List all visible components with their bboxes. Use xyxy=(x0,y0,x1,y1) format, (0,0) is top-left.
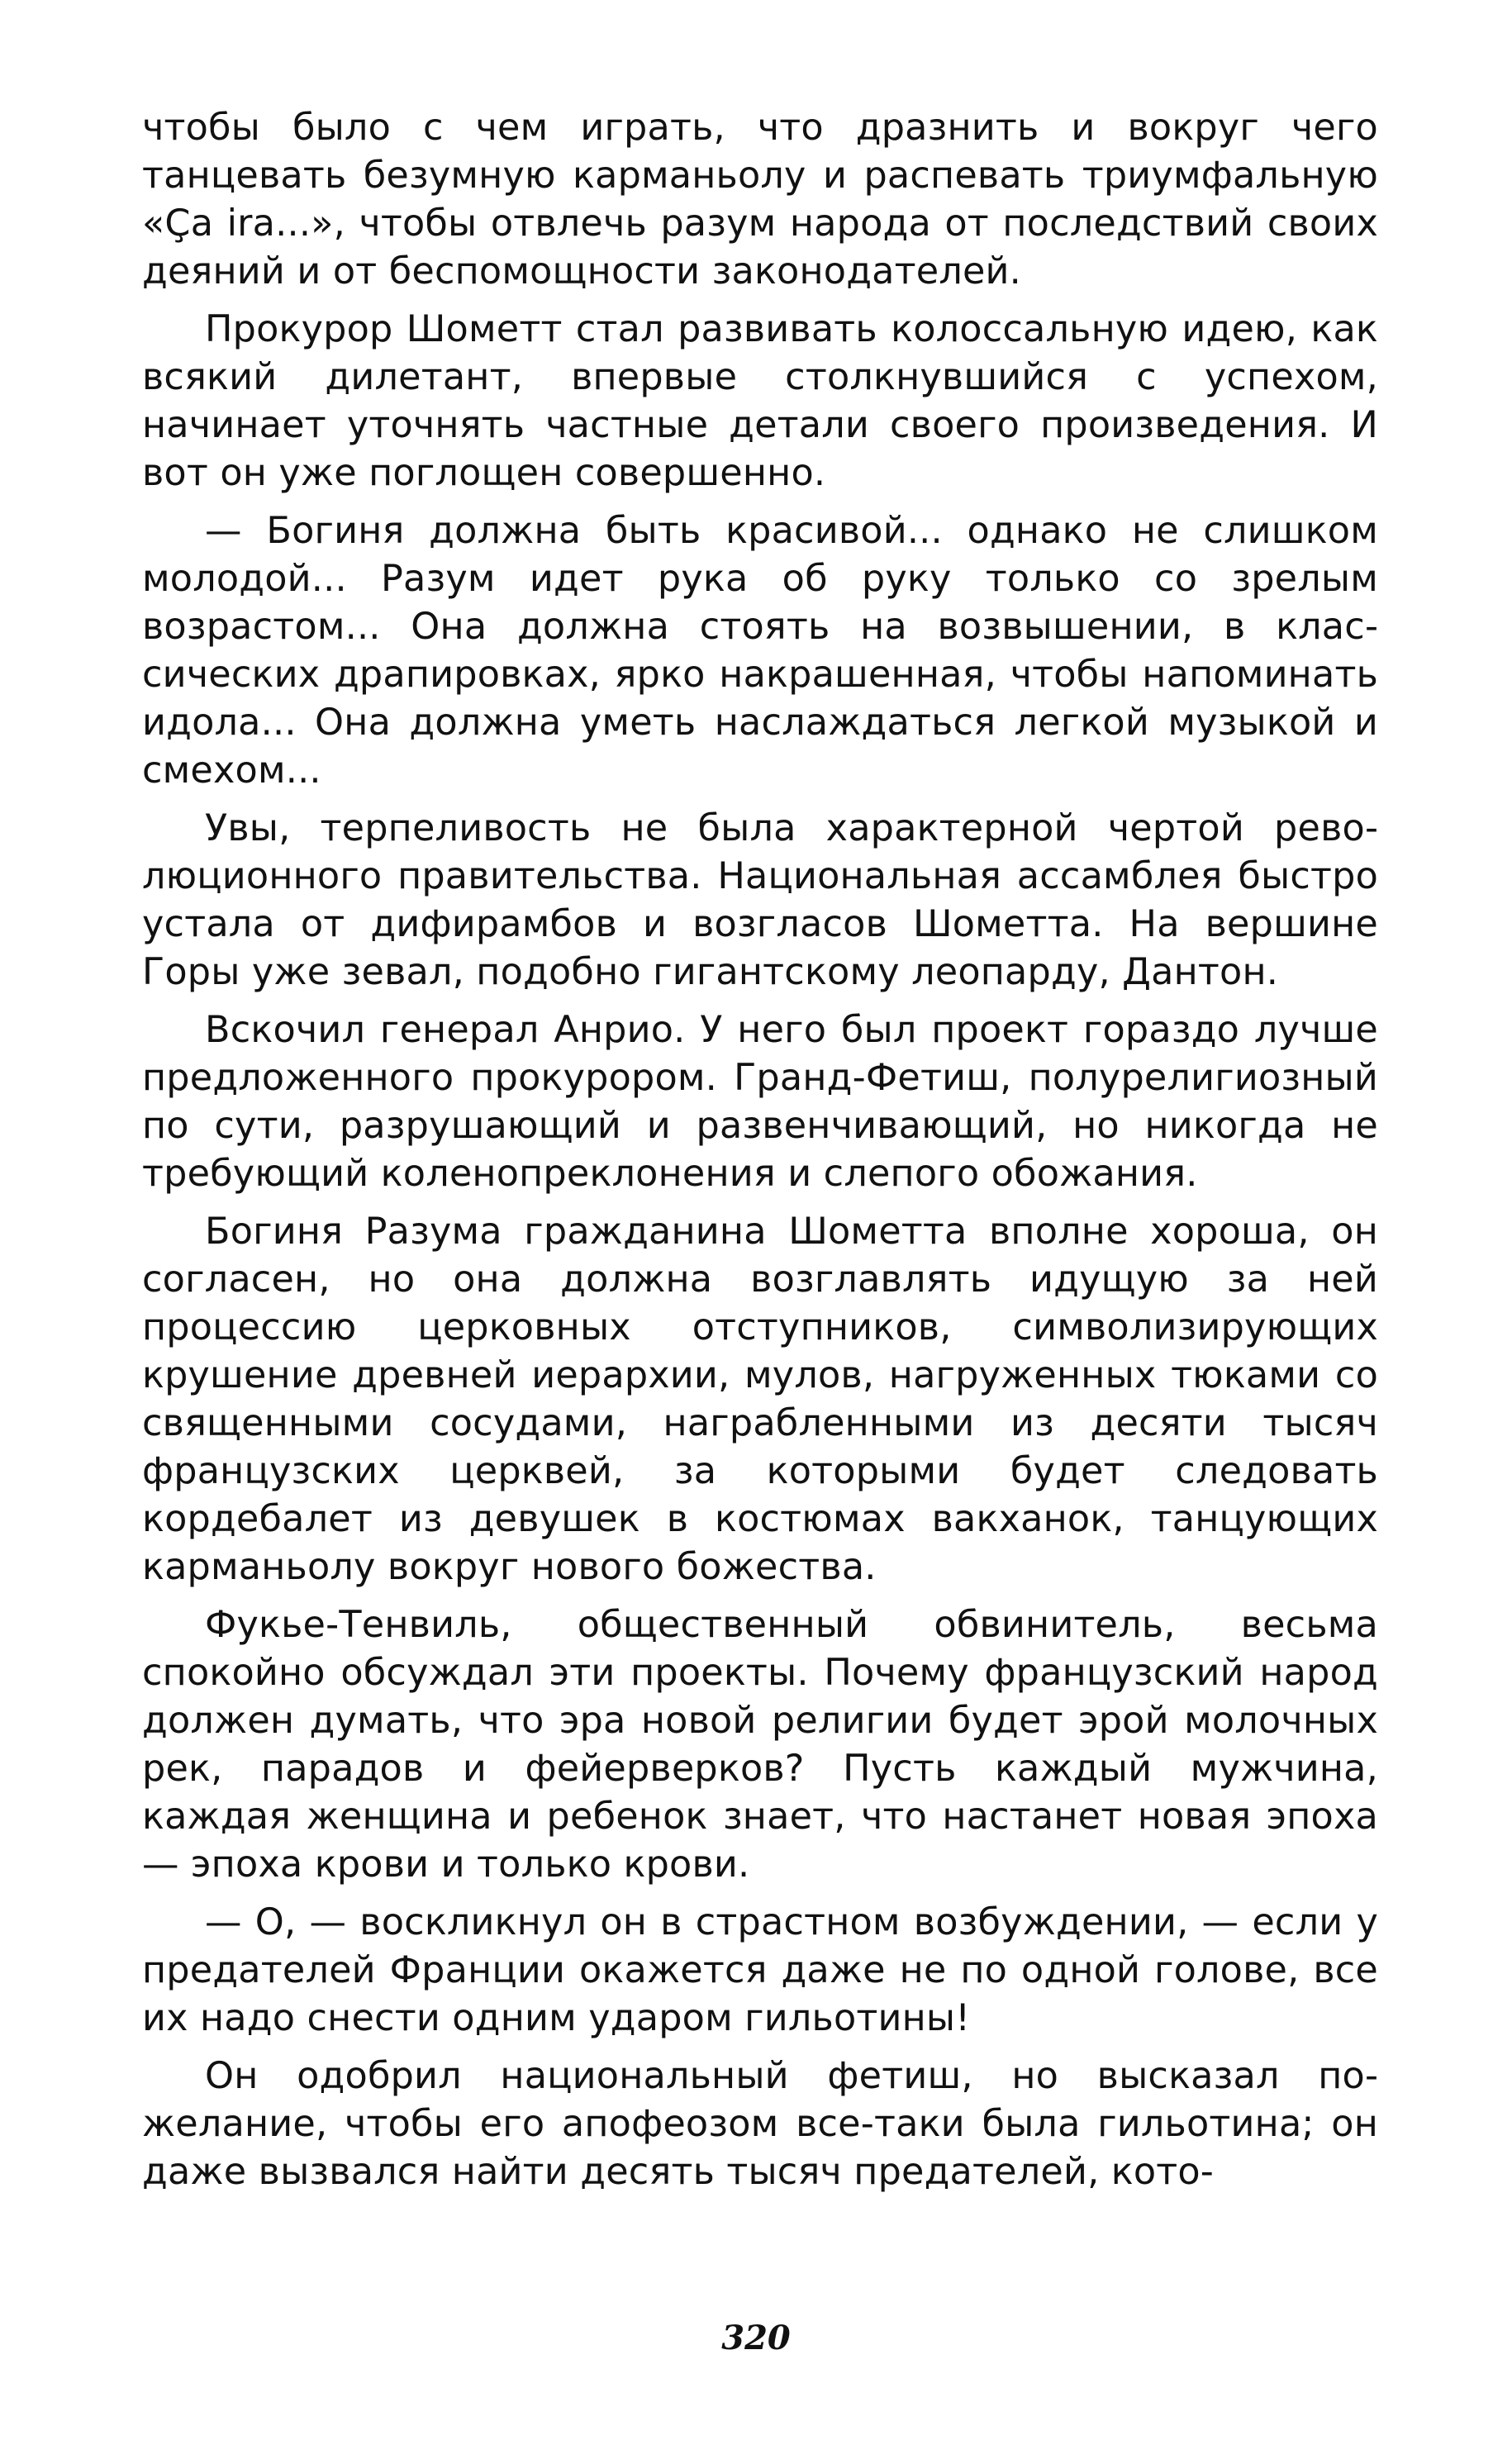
paragraph-7: Фукье-Тенвиль, общественный обвинитель, весьма спокойно обсуждал эти проекты. Почему французский народ должен думать, что эра новой религии будет эрой молочных рек, парадов и фейерверков? Пусть каждый мужчина, каждая женщина и ребенок знает, что настанет новая эпоха — эпоха крови и только крови. xyxy=(142,1604,1378,1886)
paragraph-8: — О, — воскликнул он в страстном возбуждении, — если у предателей Франции окажется даже не по одной голове, все их надо снести одним ударом гильотины! xyxy=(142,1901,1378,2039)
paragraph-9: Он одобрил национальный фетиш, но высказал пожелание, чтобы его апофеозом все-таки была гильотина; он даже вызвался найти десять тысяч предателей, кото- xyxy=(142,2055,1378,2193)
paragraph-4: Увы, терпеливость не была характерной чертой революционного правительства. Национальная ассамблея быстро устала от дифирамбов и возгласов Шометта. На вершине Горы уже зевал, подобно гигантскому леопарду, Дантон. xyxy=(142,807,1378,993)
page-body xyxy=(142,104,1378,2206)
paragraph-5: Вскочил генерал Анрио. У него был проект гораздо лучше предложенного прокурором. Гранд-Фетиш, полурелигиозный по сути, разрушающий и развенчивающий, но никогда не требующий коленопреклонения и слепого обожания. xyxy=(142,1009,1378,1195)
paragraph-3: — Богиня должна быть красивой... однако не слишком молодой... Разум идет рука об руку только со зрелым возрастом... Она должна стоять на возвышении, в классических драпировках, ярко накрашенная, чтобы напоминать идола... Она должна уметь наслаждаться легкой музыкой и смехом... xyxy=(142,510,1378,792)
page-number: 320 xyxy=(721,2319,791,2357)
paragraph-6: Богиня Разума гражданина Шометта вполне хороша, он согласен, но она должна возглавлять идущую за ней процессию церковных отступников, символизирующих крушение древней иерархии, мулов, нагруженных тюками со священными сосудами, награбленными из десяти тысяч французских церквей, за которыми будет следовать кордебалет из девушек в костюмах вакханок, танцующих карманьолу вокруг нового божества. xyxy=(142,1211,1378,1588)
paragraph-1: чтобы было с чем играть, что дразнить и вокруг чего танцевать безумную карманьолу и распевать триумфальную «Ça ira...», чтобы отвлечь разум народа от последствий своих деяний и от беспомощности законодателей. xyxy=(142,107,1378,293)
paragraph-2: Прокурор Шометт стал развивать колоссальную идею, как всякий дилетант, впервые столкнувшийся с успехом, начинает уточнять частные детали своего произведения. И вот он уже поглощен совершенно. xyxy=(142,308,1378,494)
